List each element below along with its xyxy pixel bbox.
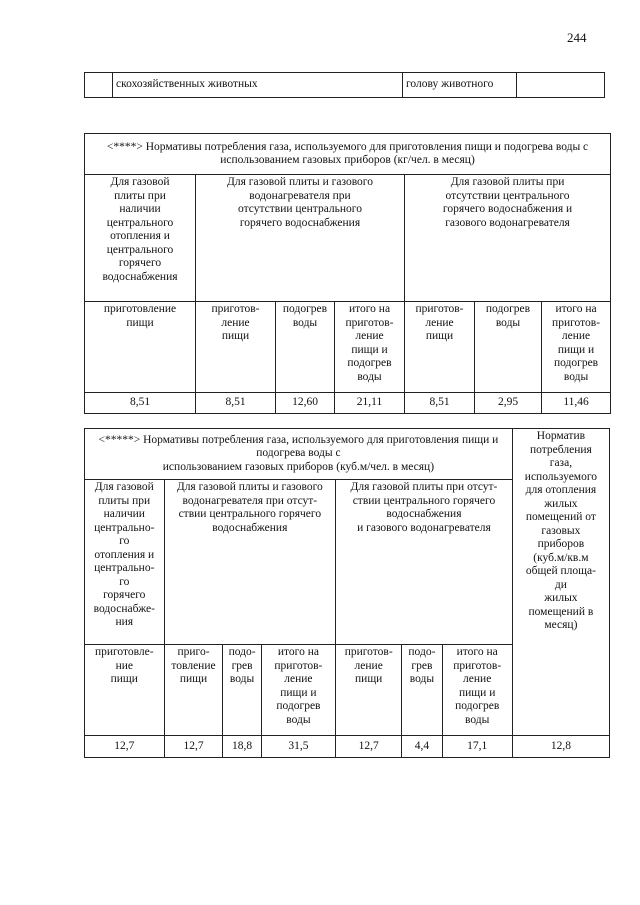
values-row	[85, 736, 610, 758]
table-title-row	[85, 429, 610, 480]
table-title: <*****> Нормативы потребления газа, используемого для приготовления пищи и подогрева воды с использованием газовых приборов (куб.м/чел. в месяц)	[85, 429, 513, 480]
value-cell: 12,60	[276, 393, 335, 414]
column-header: подо- грев воды	[223, 645, 261, 736]
column-header: итого на приготов- ление пищи и подогрев воды	[261, 645, 335, 736]
value-cell: 8,51	[196, 393, 276, 414]
values-row	[85, 393, 611, 414]
group-header: Для газовой плиты и газового водонагревателя при отсут- ствии центрального горячего водоснабжения	[164, 480, 336, 645]
column-header: подогрев воды	[276, 302, 335, 393]
table-cell	[85, 73, 113, 98]
value-cell: 11,46	[542, 393, 611, 414]
column-header: подогрев воды	[475, 302, 542, 393]
value-cell: 21,11	[335, 393, 405, 414]
group-header: Для газовой плиты при наличии центрального отопления и центрального горячего водоснабжения	[85, 175, 196, 302]
column-header: итого на приготов- ление пищи и подогрев воды	[442, 645, 512, 736]
table-title: <****> Нормативы потребления газа, используемого для приготовления пищи и подогрева воды с использованием газовых приборов (кг/чел. в месяц)	[85, 134, 611, 175]
group-header-row	[85, 175, 611, 302]
value-cell: 8,51	[405, 393, 475, 414]
value-cell: 8,51	[85, 393, 196, 414]
table-cell: голову животного	[403, 73, 517, 98]
side-header: Норматив потребления газа, используемого для отопления жилых помещений от газовых приборов (куб.м/кв.м общей площа- ди жилых помещений в месяц)	[512, 429, 609, 736]
gas-norms-kg-table	[84, 133, 611, 414]
column-header: приготов- ление пищи	[336, 645, 402, 736]
column-header: приготовление пищи	[85, 302, 196, 393]
gas-norms-m3-table	[84, 428, 610, 758]
value-cell: 4,4	[402, 736, 442, 758]
group-header: Для газовой плиты и газового водонагревателя при отсутствии центрального горячего водоснабжения	[196, 175, 405, 302]
value-cell: 2,95	[475, 393, 542, 414]
page-number: 244	[567, 30, 587, 45]
column-header: итого на приготов- ление пищи и подогрев воды	[335, 302, 405, 393]
value-cell: 12,7	[336, 736, 402, 758]
table-row	[85, 73, 605, 98]
previous-table-fragment	[84, 72, 605, 98]
column-header: приго- товление пищи	[164, 645, 223, 736]
value-cell: 12,7	[164, 736, 223, 758]
column-header: приготов- ление пищи	[196, 302, 276, 393]
group-header: Для газовой плиты при отсут- ствии центрального горячего водоснабжения и газового водонагревателя	[336, 480, 513, 645]
column-header: приготовле- ние пищи	[85, 645, 165, 736]
subheader-row	[85, 302, 611, 393]
value-cell: 12,7	[85, 736, 165, 758]
value-cell: 17,1	[442, 736, 512, 758]
group-header: Для газовой плиты при наличии центрально- го отопления и центрально- го горячего водоснабже- ния	[85, 480, 165, 645]
table-cell	[517, 73, 605, 98]
value-cell: 12,8	[512, 736, 609, 758]
column-header: итого на приготов- ление пищи и подогрев воды	[542, 302, 611, 393]
table-cell: скохозяйственных животных	[113, 73, 403, 98]
column-header: приготов- ление пищи	[405, 302, 475, 393]
column-header: подо- грев воды	[402, 645, 442, 736]
value-cell: 31,5	[261, 736, 335, 758]
value-cell: 18,8	[223, 736, 261, 758]
table-title-row	[85, 134, 611, 175]
group-header: Для газовой плиты при отсутствии центрального горячего водоснабжения и газового водонагревателя	[405, 175, 611, 302]
